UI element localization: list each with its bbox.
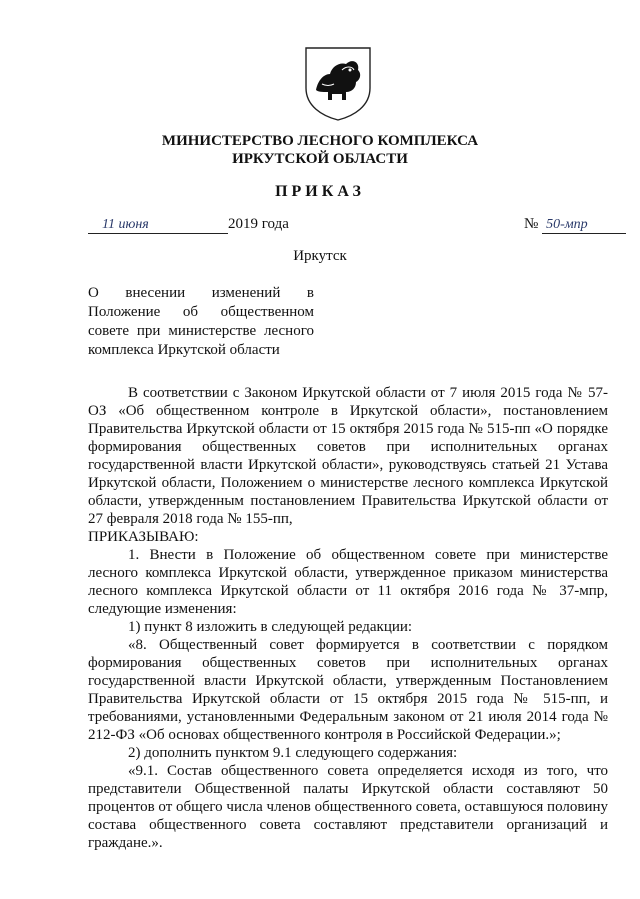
subitem-1-paragraph: 1) пункт 8 изложить в следующей редакции: <box>128 619 413 635</box>
clause-8-paragraph: «8. Общественный совет формируется в соответствии с порядком формирования общественных советов при исполнительных органах государственной власти Иркутской области, утвержденным Постановлением Правительства Иркутской области от 15 октября 2015 года № 515-пп, и требованиями, установленными Федеральным законом от 21 июля 2014 года № 212-ФЗ «Об основах общественного контроля в Российской Федерации.»; <box>88 637 608 743</box>
number-line <box>524 216 626 234</box>
handwritten-number: 50-мпр <box>542 217 626 234</box>
coat-of-arms-emblem <box>302 44 374 122</box>
document-body <box>88 384 608 852</box>
handwritten-date: 11 июня <box>88 217 228 234</box>
ministry-line-2: ИРКУТСКОЙ ОБЛАСТИ <box>232 151 408 167</box>
date-line <box>88 216 289 234</box>
ministry-name <box>0 132 640 168</box>
subject: О внесении изменений в Положение об общественном совете при министерстве лесного комплекса Иркутской области <box>88 285 314 358</box>
subitem-2-paragraph: 2) дополнить пунктом 9.1 следующего содержания: <box>128 745 458 761</box>
number-sign: № <box>524 216 539 232</box>
ministry-line-1: МИНИСТЕРСТВО ЛЕСНОГО КОМПЛЕКСА <box>161 133 479 149</box>
preamble-paragraph: В соответствии с Законом Иркутской области от 7 июля 2015 года № 57-ОЗ «Об общественном контроле в Иркутской области», постановлением Правительства Иркутской области от 15 октября 2015 года № 515-пп «О порядке формирования общественных советов при исполнительных органах государственной власти Иркутской области», руководствуясь статьей 21 Устава Иркутской области, Положением о министерстве лесного комплекса Иркутской области, утвержденным постановлением Правительства Иркутской области от 27 февраля 2018 года № 155-пп, <box>88 385 608 527</box>
document-type: ПРИКАЗ <box>275 183 365 200</box>
order-word: ПРИКАЗЫВАЮ: <box>88 529 199 545</box>
date-suffix: 2019 года <box>228 216 289 232</box>
city: Иркутск <box>293 248 347 264</box>
item-1-paragraph: 1. Внести в Положение об общественном совете при министерстве лесного комплекса Иркутской области, утвержденное приказом министерства лесного комплекса Иркутской области от 11 октября 2016 года № 37-мпр, следующие изменения: <box>88 547 608 617</box>
clause-9-1-paragraph: «9.1. Состав общественного совета определяется исходя из того, что представители Общественной палаты Иркутской области составляют 50 процентов от общего числа членов общественного совета, оставшуюся половину состава общественного совета составляют представители организаций и граждане.». <box>88 763 608 851</box>
